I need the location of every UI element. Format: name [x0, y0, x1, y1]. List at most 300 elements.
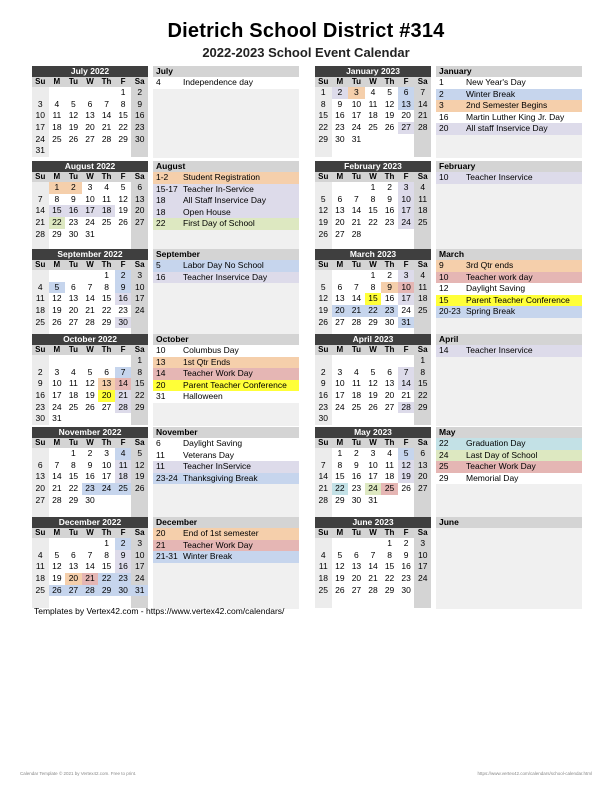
day-header: Th — [384, 438, 395, 447]
date-cell: 21 — [82, 573, 99, 585]
event-date: 14 — [439, 345, 449, 355]
date-cell: 18 — [115, 471, 132, 483]
date-cell: 19 — [368, 390, 378, 401]
date-cell: 14 — [85, 561, 95, 572]
day-header: Tu — [351, 438, 361, 447]
date-cell: 1 — [414, 355, 431, 367]
day-header: Sa — [417, 528, 428, 537]
event-row — [153, 450, 299, 462]
date-cell: 31 — [52, 413, 62, 424]
day-header: M — [53, 260, 61, 269]
event-text: Winter Break — [183, 551, 233, 562]
date-cell: 24 — [131, 573, 148, 585]
date-cell — [414, 229, 431, 241]
date-cell: 20 — [68, 305, 79, 316]
date-cell — [332, 413, 349, 425]
date-cell: 22 — [68, 483, 79, 494]
day-header: Su — [318, 77, 329, 86]
date-cell: 28 — [315, 495, 332, 507]
date-cell: 14 — [398, 378, 415, 390]
date-cell — [381, 229, 398, 241]
date-cell: 8 — [104, 281, 109, 292]
date-cell — [82, 413, 99, 425]
date-cell: 3 — [398, 182, 415, 194]
date-cell: 23 — [68, 217, 79, 228]
date-cell: 18 — [98, 205, 115, 217]
events-month-title: July — [153, 66, 299, 77]
date-cell: 10 — [335, 378, 345, 389]
event-row — [436, 438, 582, 450]
date-cell — [115, 229, 132, 241]
date-cell: 18 — [68, 390, 79, 401]
date-cell: 31 — [368, 494, 378, 505]
date-grid — [315, 355, 431, 425]
date-cell: 15 — [315, 110, 332, 122]
date-cell: 2 — [403, 538, 409, 548]
date-cell — [49, 355, 66, 367]
event-text: New Year's Day — [466, 77, 526, 87]
date-cell: 6 — [71, 281, 76, 292]
event-text: Winter Break — [466, 88, 516, 99]
date-cell: 1 — [315, 87, 332, 99]
event-date: 23-24 — [156, 472, 178, 483]
date-cell: 18 — [414, 205, 431, 217]
date-cell: 27 — [351, 584, 362, 595]
date-cell: 19 — [68, 122, 79, 133]
events-september-2022 — [153, 249, 299, 341]
event-row — [153, 283, 299, 295]
date-cell: 31 — [32, 145, 49, 157]
date-cell: 23 — [351, 483, 362, 494]
date-cell: 23 — [381, 305, 398, 317]
event-row — [153, 563, 299, 575]
date-cell: 5 — [337, 549, 343, 560]
date-cell — [348, 538, 365, 550]
event-row — [436, 345, 582, 357]
date-cell: 12 — [52, 561, 62, 572]
day-header: W — [86, 528, 94, 537]
date-cell: 3 — [414, 538, 431, 550]
event-text: Daylight Saving — [183, 438, 243, 448]
date-cell: 29 — [315, 134, 332, 146]
event-text: Teacher work day — [466, 271, 533, 282]
date-cell: 19 — [118, 205, 128, 216]
date-cell: 1 — [131, 355, 148, 367]
date-cell — [115, 413, 132, 425]
date-cell: 28 — [414, 122, 431, 134]
day-header: F — [403, 77, 409, 86]
day-header: Th — [101, 438, 112, 447]
date-cell: 1 — [370, 182, 376, 192]
date-cell — [315, 355, 332, 367]
event-row — [436, 172, 582, 184]
date-cell: 13 — [131, 194, 148, 206]
day-header: W — [86, 172, 94, 181]
date-cell: 18 — [351, 390, 362, 401]
date-cell: 6 — [71, 549, 76, 560]
day-header: F — [120, 528, 126, 537]
date-cell: 6 — [414, 448, 431, 460]
day-header: W — [86, 260, 94, 269]
date-cell: 29 — [98, 585, 115, 597]
calendar-november-2022 — [32, 427, 148, 518]
date-cell: 17 — [32, 122, 49, 134]
date-cell: 4 — [71, 366, 76, 377]
date-cell: 21 — [52, 483, 62, 494]
event-row — [153, 461, 299, 473]
event-text: Teacher Work Day — [183, 539, 253, 550]
event-row — [153, 230, 299, 242]
event-row — [436, 100, 582, 112]
date-cell: 11 — [352, 378, 361, 389]
date-cell: 8 — [104, 549, 109, 560]
event-row — [436, 195, 582, 207]
date-cell: 10 — [131, 282, 148, 294]
event-row — [153, 89, 299, 101]
date-cell: 5 — [131, 448, 148, 460]
date-cell: 17 — [414, 561, 431, 573]
calendar-march-2023 — [315, 249, 431, 340]
event-text: Teacher InService — [183, 461, 252, 472]
date-cell: 29 — [52, 228, 62, 239]
event-date: 10 — [439, 172, 449, 182]
date-cell: 30 — [315, 413, 332, 425]
day-header: Th — [384, 77, 395, 86]
calendar-july-2022 — [32, 66, 148, 157]
date-cell: 3 — [104, 448, 109, 458]
event-row — [436, 135, 582, 147]
date-cell: 1 — [337, 448, 343, 458]
date-cell — [381, 355, 398, 367]
date-cell: 16 — [115, 561, 132, 573]
date-cell: 16 — [351, 471, 362, 482]
events-month-title: March — [436, 249, 582, 260]
date-cell: 22 — [101, 305, 112, 316]
date-cell: 14 — [52, 471, 62, 482]
date-cell: 21 — [348, 305, 365, 317]
date-cell: 28 — [82, 585, 99, 597]
date-cell: 2 — [87, 448, 93, 458]
date-cell: 21 — [401, 390, 411, 401]
date-cell — [49, 270, 66, 282]
date-cell: 12 — [85, 378, 95, 389]
date-cell: 23 — [384, 217, 395, 228]
date-grid — [315, 87, 431, 157]
date-cell: 11 — [368, 98, 378, 109]
date-cell: 30 — [131, 134, 148, 146]
date-cell — [98, 413, 115, 425]
day-header: F — [403, 345, 409, 354]
event-row — [436, 318, 582, 330]
date-cell: 3 — [54, 366, 60, 377]
date-cell: 31 — [398, 317, 415, 329]
calendar-april-2023 — [315, 334, 431, 425]
date-cell — [365, 355, 382, 367]
event-row — [436, 272, 582, 284]
date-cell: 23 — [118, 305, 128, 316]
date-cell — [65, 145, 82, 157]
date-cell: 19 — [335, 573, 345, 584]
date-cell: 2 — [115, 538, 132, 550]
event-date: 12 — [439, 283, 449, 294]
date-cell: 12 — [384, 98, 395, 109]
date-cell: 6 — [131, 182, 148, 194]
date-cell: 1 — [104, 538, 109, 548]
event-text: Student Registration — [183, 172, 261, 182]
date-cell: 2 — [131, 87, 148, 99]
event-text: First Day of School — [183, 218, 255, 229]
event-text: Teacher In-Service — [183, 183, 254, 194]
day-header: Th — [384, 345, 395, 354]
event-date: 22 — [156, 218, 166, 229]
event-text: Halloween — [183, 391, 223, 402]
date-cell: 6 — [337, 193, 343, 204]
date-cell: 3 — [370, 448, 376, 458]
day-header: Tu — [68, 172, 78, 181]
event-row — [153, 415, 299, 427]
date-cell: 15 — [384, 561, 395, 572]
date-cell: 9 — [115, 550, 132, 562]
date-cell — [115, 145, 132, 157]
date-cell: 5 — [315, 194, 332, 206]
date-cell: 25 — [32, 585, 49, 597]
day-header: F — [403, 528, 409, 537]
day-header: F — [120, 172, 126, 181]
date-cell: 2 — [115, 270, 132, 282]
date-cell: 3 — [398, 270, 415, 282]
event-row — [436, 218, 582, 230]
events-february-2023 — [436, 161, 582, 253]
date-cell: 21 — [85, 305, 95, 316]
date-cell — [381, 495, 398, 507]
date-cell: 19 — [52, 305, 62, 316]
event-row — [153, 272, 299, 284]
event-date: 22 — [439, 438, 449, 448]
date-cell — [65, 87, 82, 99]
month-title: January 2023 — [315, 66, 431, 77]
event-row — [153, 318, 299, 330]
event-text: Columbus Day — [183, 345, 239, 355]
event-text: Martin Luther King Jr. Day — [466, 111, 565, 122]
date-cell — [82, 270, 99, 282]
date-cell — [365, 145, 382, 157]
date-cell: 1 — [49, 182, 66, 194]
date-cell — [82, 145, 99, 157]
date-cell: 9 — [32, 378, 49, 390]
calendar-june-2023 — [315, 517, 431, 608]
date-cell — [82, 538, 99, 550]
event-date: 1 — [439, 77, 444, 87]
date-cell: 4 — [315, 550, 332, 562]
day-header: F — [403, 438, 409, 447]
date-cell — [131, 317, 148, 329]
date-cell — [49, 538, 66, 550]
date-cell — [332, 596, 349, 608]
date-cell: 31 — [131, 585, 148, 597]
month-title: February 2023 — [315, 161, 431, 172]
date-cell: 7 — [370, 549, 376, 560]
event-row — [153, 172, 299, 184]
day-header: Tu — [351, 260, 361, 269]
date-cell: 5 — [71, 98, 76, 109]
date-cell — [98, 229, 115, 241]
date-cell — [32, 182, 49, 194]
month-title: July 2022 — [32, 66, 148, 77]
date-cell: 30 — [384, 316, 395, 327]
event-row — [153, 540, 299, 552]
date-cell: 26 — [49, 585, 66, 597]
date-cell: 24 — [401, 305, 411, 316]
date-cell: 4 — [104, 182, 109, 192]
events-month-title: December — [153, 517, 299, 528]
date-cell: 28 — [351, 316, 362, 327]
month-title: August 2022 — [32, 161, 148, 172]
day-header-row — [32, 345, 148, 355]
day-header: M — [53, 77, 61, 86]
date-cell — [398, 145, 415, 157]
date-cell: 2 — [65, 182, 82, 194]
day-header: F — [403, 260, 409, 269]
event-row — [436, 598, 582, 610]
date-cell — [65, 413, 82, 425]
event-row — [436, 147, 582, 159]
day-header: M — [53, 438, 61, 447]
date-cell: 4 — [354, 366, 359, 377]
date-cell: 10 — [368, 459, 378, 470]
date-cell: 18 — [32, 573, 49, 585]
date-cell: 8 — [131, 367, 148, 379]
event-row — [436, 357, 582, 369]
date-cell: 23 — [335, 122, 345, 133]
event-row — [153, 484, 299, 496]
day-header: W — [86, 438, 94, 447]
date-cell: 2 — [32, 367, 49, 379]
date-cell: 13 — [384, 378, 395, 389]
date-cell: 26 — [315, 229, 332, 241]
event-date: 9 — [439, 260, 444, 270]
date-cell — [365, 538, 382, 550]
event-row — [436, 295, 582, 307]
date-cell: 3 — [131, 270, 148, 282]
date-cell: 30 — [351, 494, 362, 505]
date-grid — [315, 448, 431, 518]
date-cell: 3 — [32, 99, 49, 111]
date-cell: 16 — [131, 110, 148, 122]
date-cell: 5 — [120, 182, 126, 192]
event-row — [436, 260, 582, 272]
date-cell: 29 — [335, 494, 345, 505]
date-cell — [131, 413, 148, 425]
date-cell: 1 — [370, 270, 376, 280]
date-cell: 19 — [85, 390, 95, 401]
day-header: Tu — [68, 77, 78, 86]
event-date: 31 — [156, 391, 166, 402]
date-cell: 20 — [32, 483, 49, 495]
event-row — [436, 77, 582, 89]
date-cell: 8 — [54, 193, 60, 204]
events-august-2022 — [153, 161, 299, 253]
event-row — [153, 357, 299, 369]
date-cell: 17 — [131, 561, 148, 573]
event-row — [153, 260, 299, 272]
date-cell: 20 — [384, 390, 395, 401]
date-cell: 12 — [315, 205, 332, 217]
date-cell: 5 — [54, 549, 60, 560]
date-cell: 24 — [131, 305, 148, 317]
date-grid — [32, 182, 148, 252]
day-header: Sa — [134, 345, 145, 354]
event-row — [153, 100, 299, 112]
date-cell — [65, 538, 82, 550]
date-cell: 12 — [131, 460, 148, 472]
month-title: September 2022 — [32, 249, 148, 260]
date-cell: 1 — [120, 87, 126, 97]
date-cell: 25 — [101, 217, 112, 228]
date-cell — [32, 87, 49, 99]
date-cell — [348, 270, 365, 282]
date-cell: 17 — [398, 205, 415, 217]
date-cell: 17 — [351, 110, 362, 121]
date-cell — [332, 538, 349, 550]
date-cell: 17 — [335, 390, 345, 401]
events-month-title: February — [436, 161, 582, 172]
event-date: 25 — [439, 461, 449, 472]
event-row — [153, 574, 299, 586]
date-cell: 24 — [398, 217, 415, 229]
date-cell: 24 — [414, 573, 431, 585]
day-header: Su — [35, 77, 46, 86]
date-cell: 8 — [370, 193, 376, 204]
calendar-january-2023 — [315, 66, 431, 157]
date-cell: 30 — [115, 585, 132, 597]
date-cell — [398, 495, 415, 507]
date-cell: 17 — [82, 205, 99, 217]
date-cell: 19 — [384, 110, 395, 121]
date-cell: 15 — [101, 293, 112, 304]
date-grid — [32, 270, 148, 340]
date-cell — [98, 495, 115, 507]
event-text: Veterans Day — [183, 449, 235, 460]
day-header: Tu — [68, 345, 78, 354]
date-cell — [398, 134, 415, 146]
event-row — [153, 473, 299, 485]
date-cell: 22 — [414, 390, 431, 402]
date-cell: 6 — [104, 366, 109, 377]
date-cell: 6 — [87, 98, 93, 109]
date-cell: 2 — [354, 448, 359, 458]
event-date: 16 — [439, 111, 449, 122]
event-row — [436, 574, 582, 586]
day-header: M — [53, 528, 61, 537]
date-cell: 8 — [315, 99, 332, 111]
event-row — [153, 345, 299, 357]
day-header: Tu — [351, 172, 361, 181]
date-cell: 12 — [315, 293, 332, 305]
date-cell: 30 — [85, 494, 95, 505]
date-cell: 25 — [381, 483, 398, 495]
day-header: W — [86, 77, 94, 86]
date-cell: 4 — [32, 550, 49, 562]
date-cell — [414, 134, 431, 146]
date-cell — [365, 229, 382, 241]
date-cell — [332, 182, 349, 194]
day-header: F — [120, 345, 126, 354]
date-cell: 24 — [85, 217, 95, 228]
event-text: All staff Inservice Day — [466, 123, 548, 134]
date-cell: 10 — [101, 459, 112, 470]
day-header: Sa — [134, 260, 145, 269]
event-row — [153, 496, 299, 508]
